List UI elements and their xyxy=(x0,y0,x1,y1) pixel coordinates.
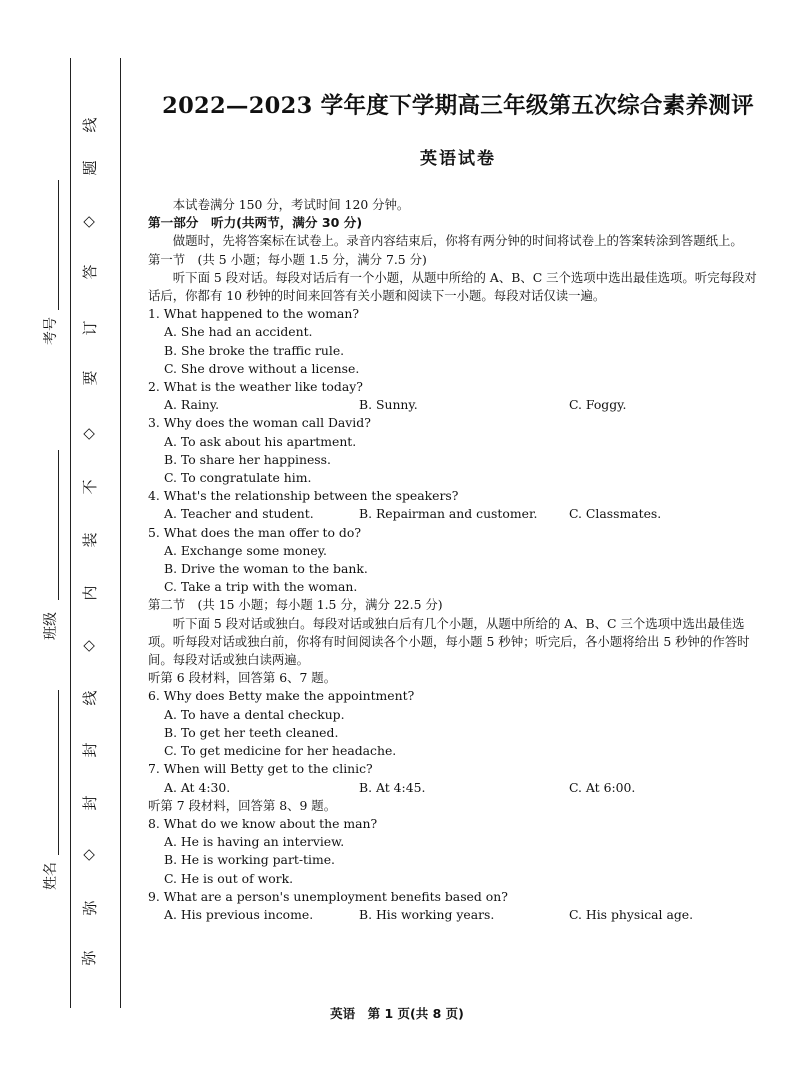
seal-char: 题 xyxy=(81,160,99,176)
name-label: 姓名 xyxy=(43,862,59,890)
option-c: C. Classmates. xyxy=(569,506,662,522)
seal-char: ◇ xyxy=(79,849,97,861)
material-note: 听第 6 段材料，回答第 6、7 题。 xyxy=(148,670,337,686)
part1-heading: 第一部分 听力(共两节，满分 30 分) xyxy=(148,215,363,231)
option-c: C. Take a trip with the woman. xyxy=(164,579,358,595)
question-stem: 7. When will Betty get to the clinic? xyxy=(148,761,373,777)
option-b: B. She broke the traffic rule. xyxy=(164,342,345,358)
seal-char: 要 xyxy=(81,370,99,386)
option-b: B. To get her teeth cleaned. xyxy=(164,724,339,740)
seal-char: 封 xyxy=(81,795,99,811)
question-stem: 3. Why does the woman call David? xyxy=(148,415,371,431)
page-title: 2022—2023 学年度下学期高三年级第五次综合素养测评 xyxy=(162,93,754,119)
seal-char: 弥 xyxy=(81,900,99,916)
question-stem: 9. What are a person's unemployment benefits based on? xyxy=(148,888,508,904)
page-footer: 英语 第 1 页(共 8 页) xyxy=(330,1006,464,1021)
option-b: B. Sunny. xyxy=(359,397,418,413)
option-a: A. His previous income. xyxy=(164,906,314,922)
option-a: A. Teacher and student. xyxy=(164,506,314,522)
option-b: B. To share her happiness. xyxy=(164,451,331,467)
question-stem: 5. What does the man offer to do? xyxy=(148,524,361,540)
seal-line-inner xyxy=(120,58,121,1008)
exam-body xyxy=(148,196,768,924)
options-row xyxy=(164,505,768,523)
option-c: C. He is out of work. xyxy=(164,870,294,886)
option-b: B. At 4:45. xyxy=(359,779,426,795)
options-row xyxy=(164,779,768,797)
binding-margin xyxy=(0,0,130,1077)
question-stem: 8. What do we know about the man? xyxy=(148,815,378,831)
intro-text: 本试卷满分 150 分，考试时间 120 分钟。 xyxy=(172,197,410,212)
seal-char: ◇ xyxy=(79,640,97,652)
question-stem: 6. Why does Betty make the appointment? xyxy=(148,688,415,704)
option-a: A. She had an accident. xyxy=(164,324,313,340)
option-a: A. At 4:30. xyxy=(164,779,231,795)
class-field[interactable] xyxy=(58,450,59,600)
seal-char: 线 xyxy=(81,690,99,706)
question-stem: 4. What's the relationship between the speakers? xyxy=(148,488,459,504)
option-c: C. At 6:00. xyxy=(569,779,636,795)
exam-paper xyxy=(148,88,768,924)
seal-char: 装 xyxy=(81,532,99,548)
option-c: C. His physical age. xyxy=(569,906,694,922)
section1-instruction: 听下面 5 段对话。每段对话后有一个小题，从题中所给的 A、B、C 三个选项中选出最佳选项。听完每段对话后，你都有 10 秒钟的时间来回答有关小题和阅读下一小题。每段对话仅读一遍。 xyxy=(148,269,757,304)
option-b: B. Drive the woman to the bank. xyxy=(164,561,368,577)
option-a: A. To ask about his apartment. xyxy=(164,433,357,449)
options-row xyxy=(164,906,768,924)
material-note: 听第 7 段材料，回答第 8、9 题。 xyxy=(148,797,337,813)
section1-heading: 第一节 (共 5 小题；每小题 1.5 分，满分 7.5 分) xyxy=(148,251,427,267)
page-subtitle: 英语试卷 xyxy=(420,149,496,169)
option-a: A. Rainy. xyxy=(164,397,220,413)
section2-heading: 第二节 (共 15 小题；每小题 1.5 分，满分 22.5 分) xyxy=(148,597,443,613)
seal-char: 订 xyxy=(81,320,99,336)
exam-number-label: 考号 xyxy=(43,317,59,345)
seal-line-outer xyxy=(70,58,71,1008)
seal-char: 封 xyxy=(81,742,99,758)
seal-char: 弥 xyxy=(80,950,98,966)
option-a: A. Exchange some money. xyxy=(164,542,328,558)
option-b: B. His working years. xyxy=(359,906,495,922)
seal-char: 内 xyxy=(81,585,99,601)
option-c: C. She drove without a license. xyxy=(164,360,360,376)
question-stem: 1. What happened to the woman? xyxy=(148,306,359,322)
name-field[interactable] xyxy=(58,690,59,855)
part1-instruction: 做题时，先将答案标在试卷上。录音内容结束后，你将有两分钟的时间将试卷上的答案转涂到答题纸上。 xyxy=(172,233,743,249)
option-c: C. To get medicine for her headache. xyxy=(164,743,397,759)
exam-number-field[interactable] xyxy=(58,180,59,310)
seal-char: ◇ xyxy=(79,428,97,440)
options-row xyxy=(164,396,768,414)
question-stem: 2. What is the weather like today? xyxy=(148,379,363,395)
option-c: C. Foggy. xyxy=(569,397,627,413)
option-b: B. He is working part-time. xyxy=(164,852,336,868)
seal-char: 线 xyxy=(81,117,99,133)
section2-instruction: 听下面 5 段对话或独白。每段对话或独白后有几个小题，从题中所给的 A、B、C 三个选项中选出最佳选项。听每段对话或独白前，你将有时间阅读各个小题，每小题 5 秒钟；听完后，各小题将给出 5 秒钟的作答时间。每段对话或独白读两遍。 xyxy=(148,615,750,668)
seal-char: 不 xyxy=(81,479,99,495)
class-label: 班级 xyxy=(43,612,59,640)
seal-char: ◇ xyxy=(79,216,97,228)
option-c: C. To congratulate him. xyxy=(164,470,312,486)
option-a: A. He is having an interview. xyxy=(164,834,345,850)
option-a: A. To have a dental checkup. xyxy=(164,706,345,722)
seal-char: 答 xyxy=(81,264,99,280)
option-b: B. Repairman and customer. xyxy=(359,506,538,522)
